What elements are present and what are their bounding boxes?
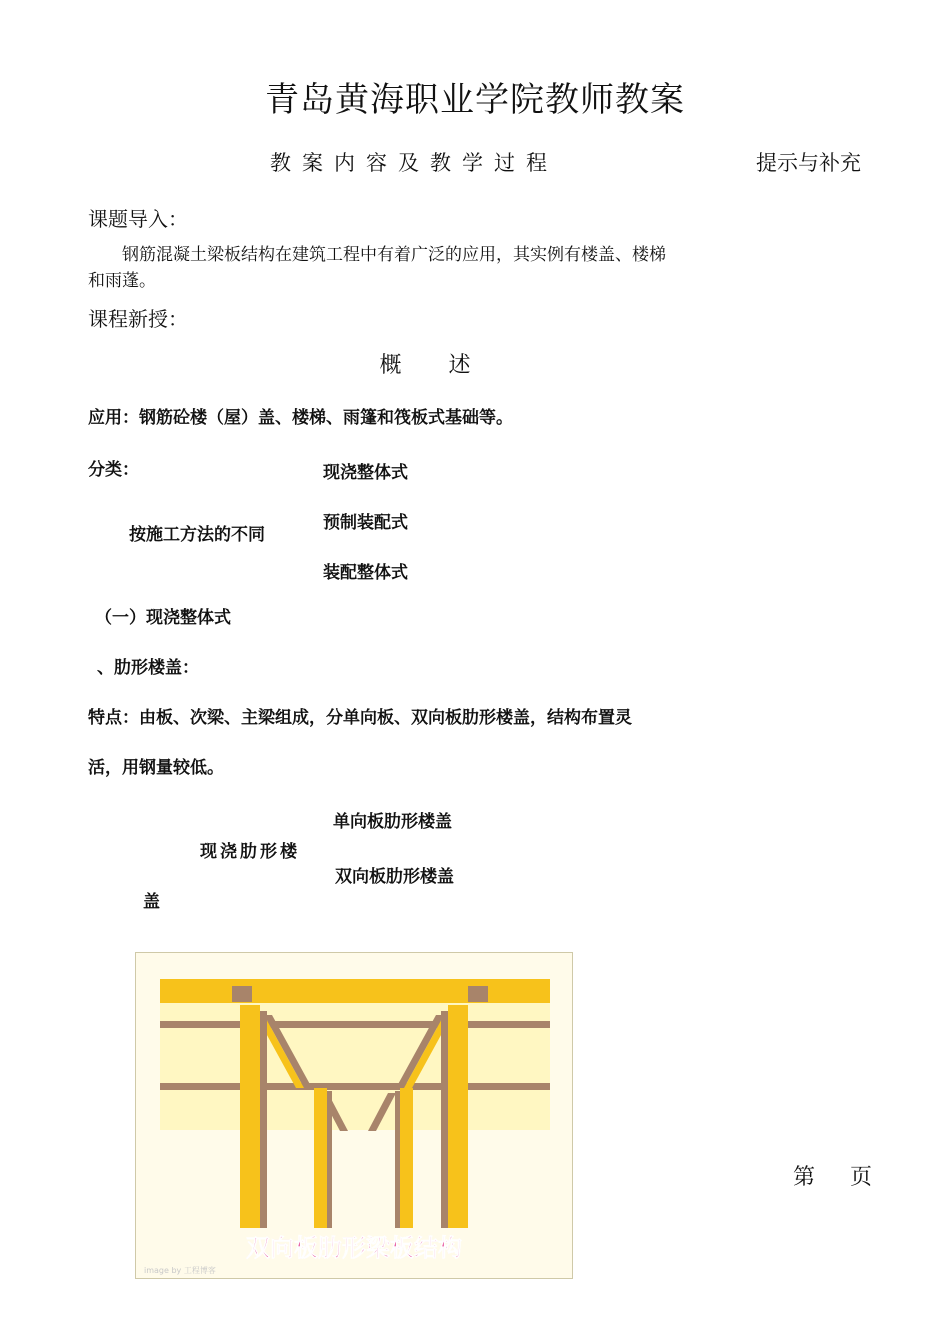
ribbed-type-one-way: 单向板肋形楼盖 bbox=[333, 812, 452, 832]
subsection-heading-ribbed-floor: 、肋形楼盖： bbox=[97, 658, 199, 678]
type-precast: 预制装配式 bbox=[323, 513, 408, 533]
left-rear-column bbox=[314, 1088, 327, 1230]
side-column-heading: 提示与补充 bbox=[756, 151, 861, 175]
lower-beam-band bbox=[160, 1083, 550, 1090]
left-front-column bbox=[240, 1005, 260, 1230]
type-assembled-monolithic: 装配整体式 bbox=[323, 563, 408, 583]
page-number-label: 第 页 bbox=[793, 1165, 872, 1190]
ribbed-floor-label-continued: 盖 bbox=[143, 892, 160, 912]
classification-label: 分类： bbox=[88, 460, 139, 480]
document-title: 青岛黄海职业学院教师教案 bbox=[265, 80, 685, 120]
content-column-heading: 教案内容及教学过程 bbox=[270, 151, 558, 175]
figure-watermark: image by 工程博客 bbox=[144, 1266, 216, 1275]
subsection-heading-cast-in-place: （一）现浇整体式 bbox=[95, 608, 231, 628]
right-rear-column bbox=[400, 1088, 413, 1230]
two-way-ribbed-slab-figure bbox=[135, 952, 573, 1279]
ribbed-floor-label: 现浇肋形楼 bbox=[200, 842, 300, 862]
upper-beam-band bbox=[160, 1021, 550, 1028]
features-line-2: 活，用钢量较低。 bbox=[88, 758, 224, 778]
new-lesson-heading: 课程新授： bbox=[88, 307, 188, 331]
right-front-column bbox=[448, 1005, 468, 1230]
figure-caption: 双向板肋形梁板结构 bbox=[246, 1234, 462, 1262]
application-text: 应用：钢筋砼楼（屋）盖、楼梯、雨篷和筏板式基础等。 bbox=[88, 408, 513, 428]
features-line-1: 特点：由板、次梁、主梁组成，分单向板、双向板肋形楼盖，结构布置灵 bbox=[88, 708, 632, 728]
intro-heading: 课题导入： bbox=[88, 207, 188, 231]
ribbed-type-two-way: 双向板肋形楼盖 bbox=[335, 867, 454, 887]
construction-method-label: 按施工方法的不同 bbox=[129, 525, 265, 545]
intro-text-line-1: 钢筋混凝土梁板结构在建筑工程中有着广泛的应用，其实例有楼盖、楼梯 bbox=[122, 245, 666, 265]
type-cast-in-place: 现浇整体式 bbox=[323, 463, 408, 483]
top-slab-edge bbox=[160, 979, 550, 1003]
intro-text-line-2: 和雨蓬。 bbox=[88, 271, 156, 291]
overview-title: 概 述 bbox=[379, 353, 491, 378]
ribbed-slab-illustration bbox=[136, 953, 572, 1278]
